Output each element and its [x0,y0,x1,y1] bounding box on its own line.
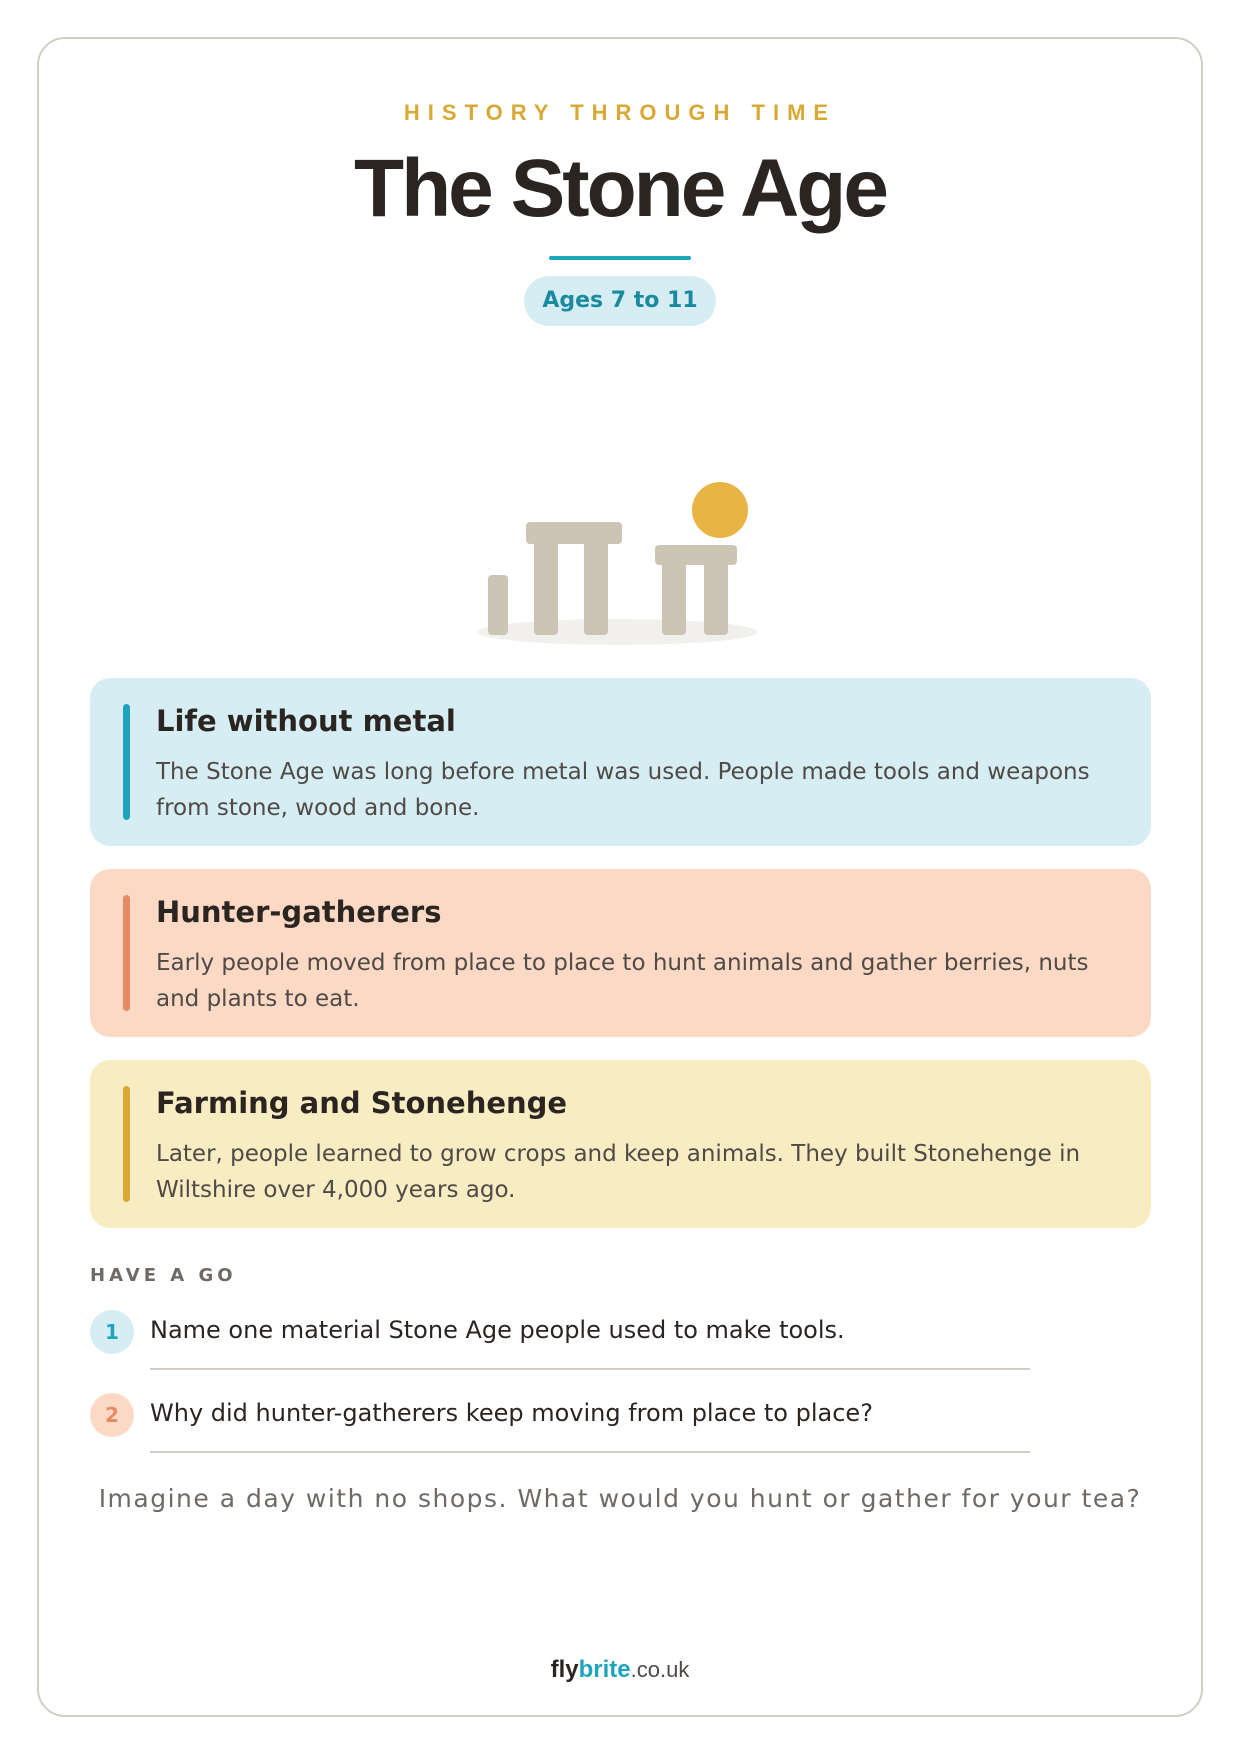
question-number-badge: 1 [90,1310,134,1354]
trilithon-right-upright [584,530,608,635]
brand-name-part1: fly [550,1656,579,1683]
title-divider [549,256,691,260]
info-card-metal [90,678,1151,846]
small-trilithon-right [704,555,728,635]
card-title: Hunter-gatherers [156,895,442,929]
card-accent-bar [123,1086,130,1202]
standing-stone [488,575,508,635]
trilithon-left-upright [534,530,558,635]
card-body: Later, people learned to grow crops and keep animals. They built Stonehenge in Wiltshire over 4,000 years ago. [156,1141,1081,1203]
age-badge: Ages 7 to 11 [524,276,716,326]
trilithon-lintel [526,522,622,544]
footer-brand [0,1656,1240,1684]
info-card-hunter-gatherers [90,869,1151,1037]
brand-domain: .co.uk [630,1657,690,1682]
stonehenge-icon [470,475,770,655]
page-title: The Stone Age [354,143,886,234]
sun-icon [692,482,748,538]
answer-line[interactable] [150,1368,1030,1370]
card-body: The Stone Age was long before metal was used. People made tools and weapons from stone, wood and bone. [156,759,1090,821]
question-text: Why did hunter-gatherers keep moving from place to place? [150,1399,873,1427]
question-item [90,1310,1030,1380]
brand-name-part2: brite [578,1656,631,1683]
info-card-farming [90,1060,1151,1228]
reflection-prompt: Imagine a day with no shops. What would you hunt or gather for your tea? [98,1484,1142,1513]
question-text: Name one material Stone Age people used to make tools. [150,1316,845,1344]
card-accent-bar [123,704,130,820]
activity-heading: HAVE A GO [90,1265,237,1286]
kicker-text: HISTORY THROUGH TIME [403,100,837,125]
card-accent-bar [123,895,130,1011]
card-title: Farming and Stonehenge [156,1086,568,1120]
question-number-badge: 2 [90,1393,134,1437]
question-item [90,1393,1030,1463]
small-trilithon-left [662,555,686,635]
card-title: Life without metal [156,704,456,738]
card-body: Early people moved from place to place to hunt animals and gather berries, nuts and plants to eat. [156,950,1089,1012]
answer-line[interactable] [150,1451,1030,1453]
small-trilithon-lintel [655,545,737,565]
